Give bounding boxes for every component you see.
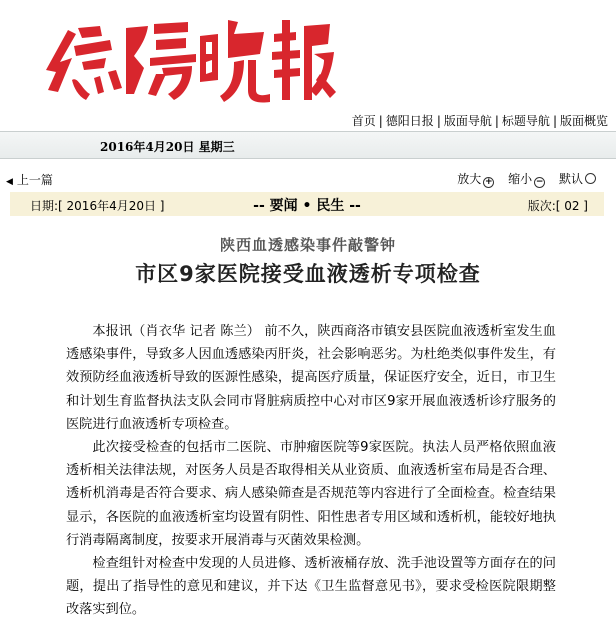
issue-date: 2016年4月20日 星期三 — [100, 140, 235, 154]
article-toolbar — [0, 168, 616, 190]
nav-link-page-overview[interactable]: 版面概览 — [559, 114, 608, 128]
newspaper-logo — [38, 10, 338, 105]
zoom-default-label: 默认 — [558, 172, 583, 186]
zoom-in-label: 放大 — [457, 172, 482, 186]
article-kicker: 陕西血透感染事件敲警钟 — [219, 236, 396, 254]
previous-article-link[interactable] — [6, 171, 53, 188]
nav-links — [352, 112, 608, 129]
article-paragraph: 此次接受检查的包括市二医院、市肿瘤医院等9家医院。执法人员严格依照血液透析相关法律法规，对医务人员是否取得相关从业资质、血液透析室布局是否合理、透析机消毒是否符合要求、病人感染筛查是否规范等内容进行了全面检查。检查结果显示，各医院的血液透析室均设置有阴性、阳性患者专用区域和透析机，能较好地执行消毒隔离制度，按要求开展消毒与灭菌效果检测。 — [66, 440, 556, 548]
previous-article-label: 上一篇 — [16, 173, 53, 187]
masthead — [0, 0, 616, 110]
zoom-in-button[interactable] — [457, 172, 494, 186]
nav-link-page-nav[interactable]: 版面导航 — [443, 114, 492, 128]
zoom-default-button[interactable] — [559, 172, 596, 186]
nav-separator: | — [436, 114, 441, 128]
plus-circle-icon: + — [485, 177, 493, 187]
date-bar — [0, 131, 616, 159]
page-number: 版次:[ 02 ] — [527, 199, 588, 213]
top-navigation — [0, 110, 616, 130]
section-name: -- 要闻 • 民生 -- — [253, 198, 361, 214]
nav-link-title-nav[interactable]: 标题导航 — [501, 114, 550, 128]
article-body — [66, 320, 556, 622]
article-paragraph: 本报讯（肖衣华 记者 陈兰） 前不久，陕西商洛市镇安县医院血液透析室发生血透感染事件，导致多人因血透感染丙肝炎，社会影响恶劣。为杜绝类似事件发生，有效预防经血液透析导致的医源性感染，提高医疗质量，保证医疗安全，近日，市卫生和计划生育监督执法支队会同市肾脏病质控中心对市区9家开展血液透析诊疗服务的医院进行血液透析专项检查。 — [66, 324, 556, 432]
article-headline: 市区9家医院接受血液透析专项检查 — [135, 262, 481, 286]
edition-date: 日期:[ 2016年4月20日 ] — [30, 199, 165, 213]
circle-icon — [585, 173, 596, 184]
triangle-left-icon: ◀ — [6, 177, 13, 187]
nav-link-deyang-daily[interactable]: 德阳日报 — [385, 114, 434, 128]
article-paragraph: 检查组针对检查中发现的人员进修、透析液桶存放、洗手池设置等方面存在的问题，提出了指导性的意见和建议，并下达《卫生监督意见书》，要求受检医院限期整改落实到位。 — [66, 556, 556, 618]
edition-info-bar — [10, 192, 604, 216]
zoom-out-label: 缩小 — [508, 172, 533, 186]
nav-separator: | — [494, 114, 499, 128]
nav-separator: | — [378, 114, 383, 128]
nav-link-home[interactable]: 首页 — [351, 114, 376, 128]
zoom-out-button[interactable] — [508, 172, 545, 186]
minus-circle-icon: − — [535, 177, 544, 187]
nav-separator: | — [552, 114, 557, 128]
zoom-controls — [447, 170, 596, 188]
